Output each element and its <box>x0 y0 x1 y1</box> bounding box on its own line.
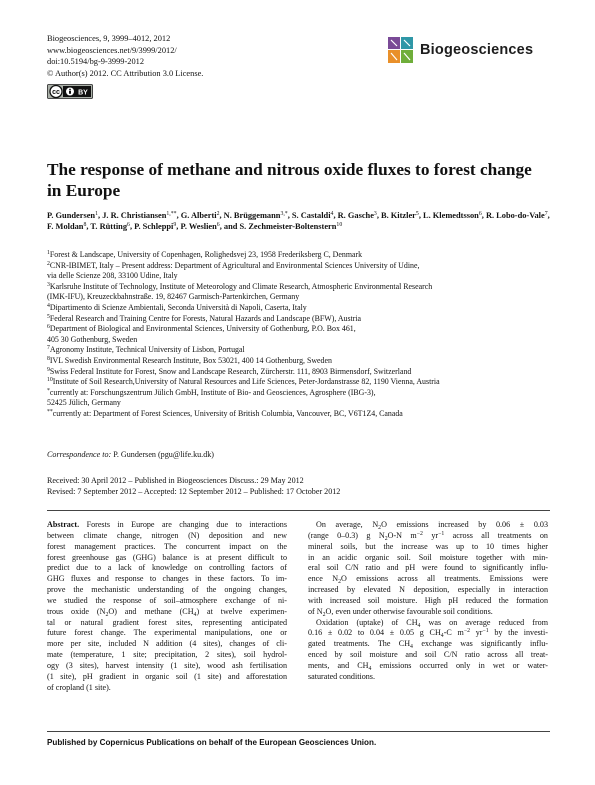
affiliation-line <box>47 335 562 346</box>
author-name: J. R. Christiansen <box>102 211 167 220</box>
author-affiliation-marker: 7 <box>544 211 548 217</box>
divider-bottom <box>47 731 550 732</box>
affiliation-line <box>47 261 562 272</box>
publisher-footer: Published by Copernicus Publications on behalf of the European Geosciences Union. <box>47 738 377 747</box>
affiliation-text: CNR-IBIMET, Italy – Present address: Department of Agricultural and Environmental Sciences University of Udine, <box>49 260 420 270</box>
abstract-line: Abstract. Forests in Europe are changing due to interactions <box>47 520 287 529</box>
copyright: © Author(s) 2012. CC Attribution 3.0 License. <box>47 68 204 78</box>
affiliation-text: (IMK-IFU), Kreuzeckbahnstraße. 19, 82467 Garmisch-Partenkirchen, Germany <box>47 292 300 302</box>
abstract-line: On average, $N_2O$ emissions increased by 0.06 ± 0.03 <box>316 520 548 531</box>
doi[interactable]: doi:10.5194/bg-9-3999-2012 <box>47 57 145 67</box>
affiliation-line <box>47 303 562 314</box>
author-list: P. Gundersen$^1$, J. R. Christiansen$^{1,**}$, G. Alberti$^2$, N. Brüggemann$^{3,*}$, S. Castaldi$^4$, R. Gasche$^3$, B. Kitzler$^5$, L. Klemedtsson$^6$, R. Lobo-do-Vale$^7$, F. Moldan$^8$, T. Rütting$^6$, P. Schleppi$^9$, P. Weslien$^6$, and S. Zechmeister-Boltenstern$^{10}$ <box>47 211 550 232</box>
abstract-line: of cropland (1 site). <box>47 682 111 692</box>
author-affiliation-marker: 1,** <box>166 211 177 217</box>
author-affiliation-marker: 1 <box>95 211 98 217</box>
affiliation-text: Department of Biological and Environmental Sciences, University of Gothenburg, P.O. Box 461, <box>49 324 356 334</box>
author-affiliation-marker: 8 <box>83 222 87 229</box>
abstract-line: with increased soil moisture. High pH reduced the formation <box>308 595 548 605</box>
abstract-line: eral soil C/N ratio and pH were found to significantly influ- <box>308 563 548 573</box>
affiliation-line <box>47 345 562 356</box>
logo-wordmark: Biogeosciences <box>420 42 534 58</box>
author-name: T. Rütting <box>90 222 128 232</box>
affiliation-line <box>47 367 562 378</box>
title-line-1: The response of methane and nitrous oxide fluxes to forest change <box>47 160 532 179</box>
author-name: S. Castaldi <box>291 211 331 220</box>
author-affiliation-marker: 3,* <box>280 211 288 217</box>
abstract-line: future forest change. The experimental manipulations, one or <box>47 628 287 638</box>
affiliation-text: Forest & Landscape, University of Copenhagen, Rolighedsvej 23, 1958 Frederiksberg C, Denmark <box>49 250 363 259</box>
affiliation-text: Agronomy Institute, Technical University of Lisbon, Portugal <box>49 345 245 355</box>
affiliation-marker: 2 <box>47 260 50 267</box>
author-affiliation-marker: 4 <box>330 211 334 217</box>
affiliation-text: Institute of Soil Research,University of Natural Resources and Life Sciences, Peter-Jordanstrasse 82, 1190 Vienna, Austria <box>52 377 440 387</box>
author-name: P. Schleppi <box>134 222 174 232</box>
affiliation-line <box>47 409 562 420</box>
abstract-line: ments, and $CH_4$ emissions occurred only in wet or water- <box>308 660 548 672</box>
abstract-left-column <box>47 520 287 694</box>
journal-url[interactable]: www.biogeosciences.net/9/3999/2012/ <box>47 45 177 55</box>
affiliation-text: 52425 Jülich, Germany <box>47 398 121 408</box>
author-name: B. Kitzler <box>381 211 416 220</box>
author-affiliation-marker: 9 <box>173 222 177 229</box>
abstract-line: ence $N_2O$ emissions across all treatments. Emissions were <box>308 574 549 586</box>
author-affiliation-marker: 6 <box>127 222 130 229</box>
abstract-line: gated treatments. The $CH_4$ exchange was significantly influ- <box>308 639 548 651</box>
affiliation-marker: 3 <box>47 281 50 288</box>
publication-history <box>47 475 340 497</box>
author-affiliation-marker: 2 <box>216 211 220 217</box>
affiliation-marker: 6 <box>47 324 50 331</box>
correspondence <box>47 450 214 459</box>
divider-top <box>47 510 550 511</box>
author-name: P. Gundersen <box>47 211 96 220</box>
author-affiliation-marker: 10 <box>336 222 343 229</box>
author-name: S. Zechmeister-Boltenstern <box>239 222 337 232</box>
affiliation-text: currently at: Forschungszentrum Jülich GmbH, Institute of Bio- and Geosciences, Agrosphere (IBG-3), <box>49 387 376 397</box>
journal-logo[interactable] <box>382 33 552 67</box>
affiliation-text: IVL Swedish Environmental Research Institute, Box 53021, 400 14 Gothenburg, Sweden <box>49 355 332 365</box>
abstract-heading: Abstract. <box>47 520 80 529</box>
affiliation-line <box>47 388 562 399</box>
journal-header <box>47 33 203 79</box>
abstract-line: forest greenhouse gas (GHG) balance is at present difficult to <box>47 552 287 562</box>
affiliation-list <box>47 250 562 420</box>
abstract-line: predict due to a lack of knowledge on controlling factors of <box>47 563 287 573</box>
abstract-line: trous oxide $(N_2O)$ and methane $(CH_4)$ at twelve experimen- <box>47 606 287 618</box>
dates-line-1: Received: 30 April 2012 – Published in Biogeosciences Discuss.: 29 May 2012 <box>47 476 304 485</box>
svg-text:cc: cc <box>52 89 60 96</box>
author-name: R. Gasche <box>337 211 374 220</box>
affiliation-line <box>47 271 562 282</box>
abstract-line: 0.16 ± 0.02 to 0.04 ± 0.05 g $CH_4-C$ $m^{-2}$ $yr^{-1}$ by the investi- <box>308 628 549 640</box>
abstract-line: between climate change, nitrogen (N) deposition and new <box>47 530 287 540</box>
article-title <box>47 159 557 201</box>
abstract-line: increased by elevated N deposition, especially in interaction <box>308 585 548 595</box>
affiliation-marker: 7 <box>47 345 50 352</box>
affiliation-line <box>47 377 562 388</box>
author-name: P. Weslien <box>180 222 217 232</box>
affiliation-line <box>47 282 562 293</box>
author-name: G. Alberti <box>180 211 217 220</box>
author-affiliation-marker: 3 <box>373 211 377 217</box>
journal-citation: Biogeosciences, 9, 3999–4012, 2012 <box>47 34 171 43</box>
dates-line-2: Revised: 7 September 2012 – Accepted: 12 September 2012 – Published: 17 October 2012 <box>47 487 341 497</box>
correspondence-label: Correspondence to: <box>47 450 112 459</box>
affiliation-text: Federal Research and Training Centre for Forests, Natural Hazards and Landscape (BFW), Austria <box>49 313 362 323</box>
affiliation-line <box>47 324 562 335</box>
author-name: L. Klemedtsson <box>423 211 479 220</box>
correspondence-value[interactable]: P. Gundersen (pgu@life.ku.dk) <box>113 450 214 459</box>
affiliation-line <box>47 398 562 409</box>
affiliation-text: Dipartimento di Scienze Ambientali, Seconda Università di Napoli, Caserta, Italy <box>49 302 307 312</box>
abstract-line: mate (temperature, 1 site; precipitation, 2 sites), soil hydrol- <box>47 650 287 660</box>
abstract-line: GHG fluxes and response to changes in these factors. To im- <box>47 574 287 584</box>
biogeosciences-logo-icon <box>382 33 418 67</box>
affiliation-text: currently at: Department of Forest Sciences, University of British Columbia, Vancouver, BC, V6T1Z4, Canada <box>52 408 403 418</box>
author-name: F. Moldan <box>47 222 84 232</box>
affiliation-line <box>47 250 562 261</box>
abstract-right-column <box>308 520 548 683</box>
affiliation-line <box>47 356 562 367</box>
abstract-line: Oxidation (uptake) of $CH_4$ was on average reduced from <box>316 617 548 629</box>
affiliation-marker: 5 <box>47 313 50 320</box>
abstract-line: prove the mechanistic understanding of the ongoing changes, <box>47 585 287 595</box>
abstract-line: enced by soil moisture and soil C/N ratio across all treat- <box>308 650 548 660</box>
abstract-line: tal or natural gradient forest sites, representing anticipated <box>47 617 287 627</box>
author-affiliation-marker: 6 <box>216 222 220 229</box>
affiliation-marker: * <box>47 387 50 394</box>
affiliation-line <box>47 292 562 303</box>
author-affiliation-marker: 6 <box>478 211 482 217</box>
affiliation-text: 405 30 Gothenburg, Sweden <box>47 334 138 344</box>
abstract-line: ogy (3 sites), harvest intensity (1 site), wood ash fertilisation <box>47 660 287 670</box>
abstract-line: more per site, included N addition (4 sites), changes of cli- <box>47 639 287 649</box>
abstract-line: of $N_2O$, even under otherwise favourable soil conditions. <box>308 606 493 618</box>
affiliation-marker: 4 <box>47 302 50 309</box>
abstract-line: we studied the response of soil–atmosphere exchange of ni- <box>47 595 287 605</box>
affiliation-marker: 9 <box>47 366 50 373</box>
affiliation-text: Swiss Federal Institute for Forest, Snow and Landscape Research, Zürcherstr. 111, 8903 Birmensdorf, Switzerland <box>49 366 412 376</box>
affiliation-line <box>47 314 562 325</box>
abstract-line: mineral soils, but the increase was up to 10 times higher <box>308 541 548 551</box>
author-affiliation-marker: 5 <box>415 211 419 217</box>
affiliation-marker: ** <box>47 408 53 415</box>
affiliation-marker: 1 <box>47 250 50 256</box>
abstract-line: in an acidic organic soil. Soil moisture together with min- <box>308 552 548 562</box>
author-name: N. Brüggemann <box>223 211 281 220</box>
abstract-line: (1 site), pH gradient in organic soil (1 site) and afforestation <box>47 671 287 681</box>
affiliation-marker: 10 <box>47 377 53 384</box>
abstract-line: (range 0–0.3) g $N_2O-N$ $m^{-2}$ $yr^{-1}$ across all treatments on <box>308 530 548 542</box>
svg-text:BY: BY <box>78 89 88 97</box>
affiliation-text: Karlsruhe Institute of Technology, Institute of Meteorology and Climate Research, Atmospheric Environmental Research <box>49 281 433 291</box>
cc-by-license-icon[interactable] <box>47 84 93 99</box>
affiliation-text: via delle Scienze 208, 33100 Udine, Italy <box>47 271 178 281</box>
author-name: R. Lobo-do-Vale <box>485 211 545 220</box>
affiliation-marker: 8 <box>47 355 50 362</box>
abstract-line: saturated conditions. <box>308 671 375 681</box>
abstract-line: forest management practices. The concurrent impact on the <box>47 541 287 551</box>
title-line-2: in Europe <box>47 181 121 200</box>
